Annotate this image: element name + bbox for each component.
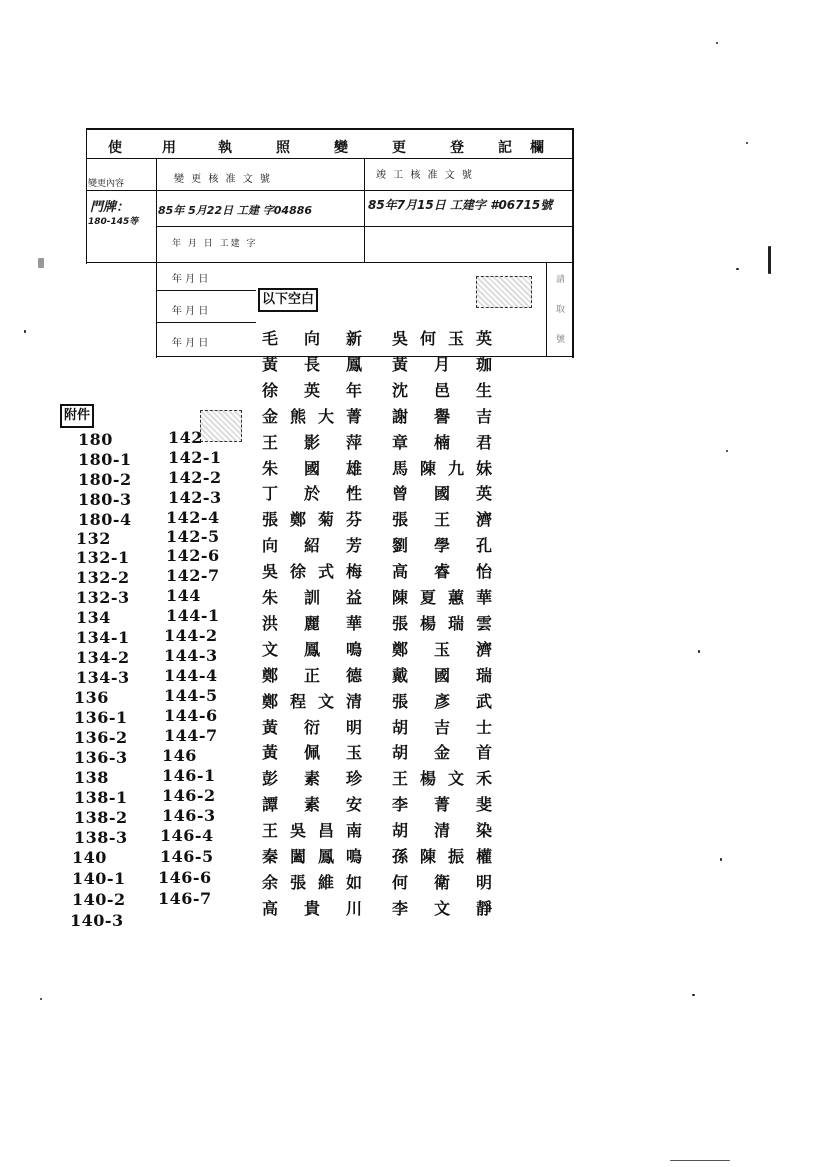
scan-speck (670, 1160, 730, 1161)
side-mark: 取 (556, 305, 566, 315)
house-number: 140-2 (72, 890, 126, 909)
owner-name: 鄭 正 德 (262, 665, 362, 685)
title-char: 使 (108, 140, 122, 156)
scan-speck (24, 330, 26, 333)
owner-name: 譚 素 安 (262, 795, 362, 815)
entry-left: 85年 5月22日 工建 字04886 (158, 204, 313, 217)
owner-name: 王 吳 昌 南 (262, 821, 362, 841)
owner-name: 文 鳳 鳴 (262, 639, 362, 659)
row-label: 變更內容 (88, 179, 125, 189)
scan-speck (736, 268, 739, 270)
owner-name: 李 文 靜 (392, 898, 492, 918)
owner-name: 黃 衍 明 (262, 717, 362, 737)
house-number: 144-2 (164, 626, 218, 645)
owner-name: 戴 國 瑞 (392, 665, 492, 685)
rule (156, 290, 256, 291)
owner-name: 洪 麗 華 (262, 613, 362, 633)
title-char: 記 (498, 140, 512, 156)
house-number: 146-2 (162, 786, 216, 805)
house-number: 134-2 (76, 648, 130, 667)
house-number: 146 (162, 746, 197, 765)
owner-name: 孫 陳 振 權 (392, 847, 492, 866)
date-row: 年 月 日 (172, 338, 209, 349)
owner-name: 黃 佩 玉 (262, 743, 362, 763)
owner-name: 高 貴 川 (262, 898, 362, 918)
house-number: 132-2 (76, 568, 130, 587)
house-number: 140 (72, 848, 107, 867)
rule (86, 262, 572, 263)
house-number: 144-6 (164, 706, 218, 725)
rule (156, 356, 572, 357)
addendum-stamp: 以下空白 (258, 288, 318, 312)
house-number: 144-1 (166, 606, 220, 625)
owner-name: 金 熊 大 菁 (262, 406, 362, 426)
owner-name: 高 睿 怡 (392, 562, 492, 582)
owner-name: 黃 月 珈 (392, 354, 492, 374)
owner-name: 秦 闔 鳳 鳴 (262, 847, 362, 866)
scan-speck (692, 994, 695, 996)
house-number: 144-3 (164, 646, 218, 665)
owner-name: 張 楊 瑞 雲 (392, 613, 492, 633)
house-number: 142-4 (166, 508, 220, 527)
owner-name: 胡 金 首 (392, 743, 492, 763)
handwritten-label: 180-145等 (88, 217, 139, 227)
owner-name: 陳 夏 蕙 華 (392, 588, 492, 607)
owner-name: 張 鄭 菊 芬 (262, 510, 362, 530)
house-number: 132 (76, 529, 111, 548)
house-number: 146-5 (160, 847, 214, 866)
rule (546, 262, 547, 356)
rule (364, 158, 365, 262)
handwritten-label: 門牌： (90, 200, 130, 215)
scan-speck (720, 858, 722, 861)
rule (86, 190, 572, 191)
house-number: 146-6 (158, 868, 212, 887)
house-number: 146-3 (162, 806, 216, 825)
owner-name: 吳 徐 式 梅 (262, 562, 362, 582)
house-number: 142-5 (166, 527, 220, 546)
house-number: 144-5 (164, 686, 218, 705)
title-char: 照 (276, 140, 290, 156)
house-number: 142-3 (168, 488, 222, 507)
title-char: 更 (392, 140, 406, 156)
owner-name: 張 王 濟 (392, 510, 492, 530)
owner-name: 何 衛 明 (392, 872, 492, 892)
house-number: 144 (166, 586, 201, 605)
table-title (86, 134, 572, 160)
column-header: 變 更 核 准 文 號 (174, 174, 272, 185)
owner-name: 王 影 萍 (262, 432, 362, 452)
house-number: 180 (78, 430, 113, 449)
scan-speck (746, 142, 748, 144)
house-number: 136-3 (74, 748, 128, 767)
owner-name: 余 張 維 如 (262, 872, 362, 892)
house-number: 138-2 (74, 808, 128, 827)
owner-name: 沈 邑 生 (392, 380, 492, 400)
rule (86, 130, 87, 264)
owner-name: 彭 素 珍 (262, 769, 362, 789)
house-number: 138 (74, 768, 109, 787)
owner-name: 鄭 程 文 清 (262, 691, 362, 711)
house-number: 132-3 (76, 588, 130, 607)
scan-speck (698, 650, 700, 653)
owner-name: 朱 國 雄 (262, 458, 362, 478)
seal-stamp (200, 410, 242, 442)
house-number: 146-4 (160, 826, 214, 845)
date-row: 年 月 日 (172, 274, 209, 285)
house-number: 142-6 (166, 546, 220, 565)
owner-name: 毛 向 新 (262, 329, 362, 348)
house-number: 136-2 (74, 728, 128, 747)
house-number: 142-7 (166, 566, 220, 585)
owner-name: 曾 國 英 (392, 484, 492, 504)
house-number: 142-1 (168, 448, 222, 467)
entry-right: 85年7月15日 工建字 #06715號 (368, 198, 553, 212)
title-char: 欄 (530, 140, 544, 156)
owner-name: 章 楠 君 (392, 432, 492, 452)
house-number: 136-1 (74, 708, 128, 727)
house-number: 134-3 (76, 668, 130, 687)
title-char: 執 (218, 140, 232, 156)
house-number: 146-1 (162, 766, 216, 785)
house-number: 180-4 (78, 510, 132, 529)
date-row: 年 月 日 (172, 306, 209, 317)
owner-name: 胡 清 染 (392, 821, 492, 841)
owner-name: 丁 於 性 (262, 484, 362, 504)
title-char: 登 (450, 140, 464, 156)
house-number: 136 (74, 688, 109, 707)
house-number: 138-1 (74, 788, 128, 807)
owner-name: 黃 長 鳳 (262, 354, 362, 374)
seal-stamp (476, 276, 532, 308)
owner-name: 謝 譽 吉 (392, 406, 492, 426)
owner-name: 李 菁 斐 (392, 795, 492, 815)
owner-name: 徐 英 年 (262, 380, 362, 400)
house-number: 132-1 (76, 548, 130, 567)
owner-name: 馬 陳 九 妹 (392, 458, 492, 478)
owner-name: 張 彥 武 (392, 691, 492, 711)
column-header: 竣 工 核 准 文 號 (376, 170, 474, 181)
house-number: 134 (76, 608, 111, 627)
scan-speck (768, 246, 771, 274)
title-char: 變 (334, 140, 348, 156)
house-number: 144-4 (164, 666, 218, 685)
title-char: 用 (162, 140, 176, 156)
registration-table (86, 128, 574, 358)
side-mark: 號 (556, 335, 566, 345)
owner-name: 朱 訓 益 (262, 588, 362, 607)
addendum-stamp: 附件 (60, 404, 94, 428)
scan-speck (726, 450, 728, 452)
scan-speck (38, 258, 44, 268)
house-number: 144-7 (164, 726, 218, 745)
scan-speck (40, 998, 42, 1000)
owner-name: 胡 吉 士 (392, 717, 492, 737)
house-number: 138-3 (74, 828, 128, 847)
owner-name: 吳 何 玉 英 (392, 329, 492, 348)
rule (156, 322, 256, 323)
house-number: 180-3 (78, 490, 132, 509)
house-number: 140-1 (72, 869, 126, 888)
rule (156, 158, 157, 358)
house-number: 180-1 (78, 450, 132, 469)
house-number: 180-2 (78, 470, 132, 489)
house-number: 140-3 (70, 911, 124, 930)
owner-name: 王 楊 文 禾 (392, 769, 492, 789)
scan-speck (716, 42, 718, 44)
owner-name: 鄭 玉 濟 (392, 639, 492, 659)
house-number: 142-2 (168, 468, 222, 487)
house-number: 146-7 (158, 889, 212, 908)
house-number: 142 (168, 428, 203, 447)
owner-name: 向 紹 芳 (262, 536, 362, 556)
entry-template: 年 月 日 工建 字 (172, 239, 258, 249)
rule (86, 158, 572, 159)
house-number: 134-1 (76, 628, 130, 647)
owner-name: 劉 學 孔 (392, 536, 492, 556)
side-mark: 請 (556, 275, 566, 285)
